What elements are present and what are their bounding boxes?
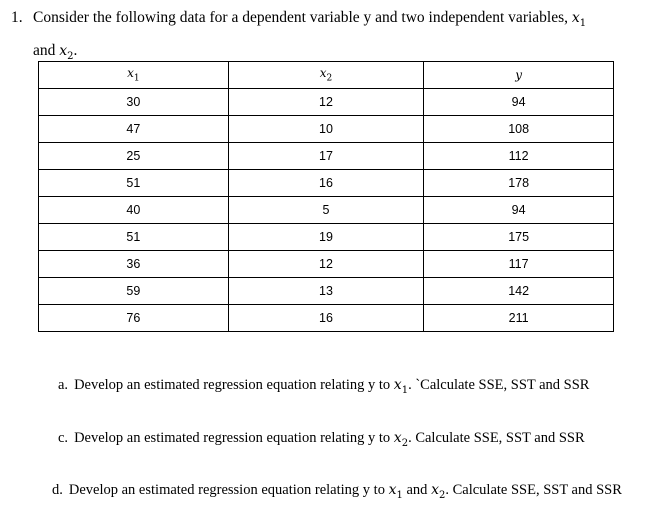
part-c: c. Develop an estimated regression equation relating y to $x_2$. Calculate SSE, SST and SSR [58,430,585,449]
table-cell: 12 [228,89,424,116]
header-y: y [424,62,614,89]
table-cell: 10 [228,116,424,143]
table-cell: 16 [228,305,424,332]
table-cell: 13 [228,278,424,305]
data-table [38,61,614,332]
table-cell: 175 [424,224,614,251]
table-row [39,278,614,305]
table-header-row [39,62,614,89]
table-cell: 94 [424,197,614,224]
table-cell: 211 [424,305,614,332]
header-x2: $x_2$ [228,62,424,89]
part-d: d. Develop an estimated regression equation relating y to $x_1$ and $x_2$. Calculate SSE, SST and SSR [52,482,622,501]
table-cell: 36 [39,251,229,278]
table-cell: 5 [228,197,424,224]
header-x1: $x_1$ [39,62,229,89]
table-row [39,197,614,224]
table-row [39,170,614,197]
table-row [39,224,614,251]
table-cell: 142 [424,278,614,305]
table-cell: 40 [39,197,229,224]
table-cell: 108 [424,116,614,143]
table-cell: 59 [39,278,229,305]
table-row [39,143,614,170]
question-line-1 [11,4,636,37]
table-cell: 19 [228,224,424,251]
part-a: a. Develop an estimated regression equation relating y to $x_1$. `Calculate SSE, SST and SSR [58,377,590,396]
table-cell: 51 [39,224,229,251]
table-cell: 30 [39,89,229,116]
table-cell: 112 [424,143,614,170]
question-1 [11,4,636,70]
question-text: Consider the following data for a dependent variable y and two independent variables, [33,9,569,26]
table-row [39,305,614,332]
table-cell: 178 [424,170,614,197]
table-cell: 17 [228,143,424,170]
table-row [39,251,614,278]
table-cell: 16 [228,170,424,197]
table-cell: 51 [39,170,229,197]
table-cell: 76 [39,305,229,332]
table-cell: 117 [424,251,614,278]
question-number: 1. [11,9,23,26]
table-cell: 12 [228,251,424,278]
table-row [39,116,614,143]
table-cell: 94 [424,89,614,116]
var-x2: $x_2$ [59,42,74,62]
table-row [39,89,614,116]
table-cell: 25 [39,143,229,170]
var-x1: $x_1$ [571,10,587,29]
question-line-2: and $x_2$. [33,41,78,62]
table-cell: 47 [39,116,229,143]
